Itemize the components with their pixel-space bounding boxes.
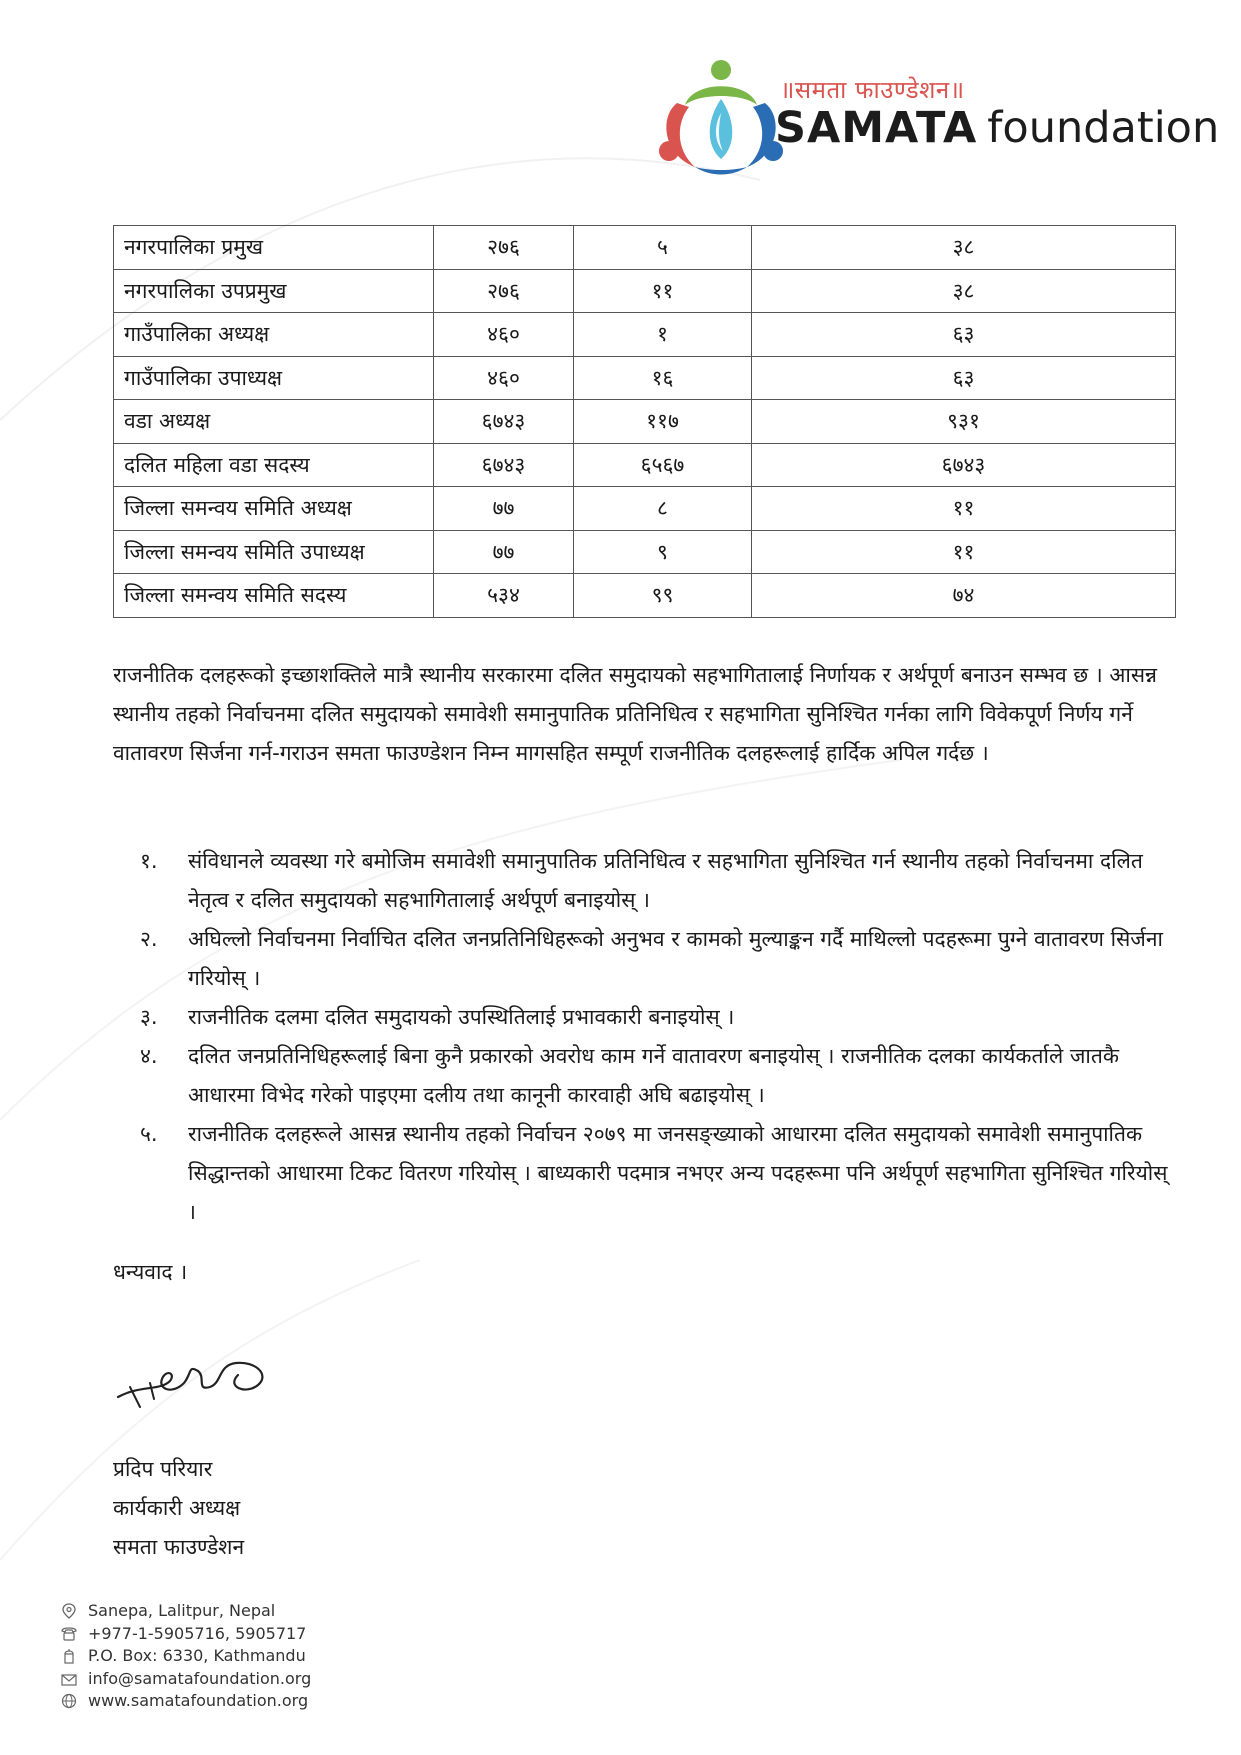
demand-item bbox=[140, 920, 1180, 998]
count-cell: ४६० bbox=[434, 313, 574, 357]
position-name-cell: वडा अध्यक्ष bbox=[114, 400, 434, 444]
table-row bbox=[114, 226, 1176, 270]
footer-pobox-row bbox=[60, 1645, 311, 1668]
count-cell: ३८ bbox=[752, 226, 1176, 270]
footer-phone-row bbox=[60, 1623, 311, 1646]
footer-email-row bbox=[60, 1668, 311, 1691]
demands-list bbox=[140, 842, 1180, 1232]
demand-text: राजनीतिक दलहरूले आसन्न स्थानीय तहको निर्वाचन २०७९ मा जनसङ्ख्याको आधारमा दलित समुदायको समावेशी समानुपातिक सिद्धान्तको आधारमा टिकट वितरण गरियोस् । बाध्यकारी पदमात्र नभएर अन्य पदहरूमा पनि अर्थपूर्ण सहभागिता सुनिश्चित गरियोस् । bbox=[188, 1122, 1168, 1224]
position-name-cell: दलित महिला वडा सदस्य bbox=[114, 443, 434, 487]
demand-number: ५. bbox=[140, 1122, 158, 1146]
count-cell: १ bbox=[574, 313, 752, 357]
envelope-icon bbox=[60, 1671, 78, 1687]
samata-logo bbox=[655, 55, 1220, 180]
position-name-cell: गाउँपालिका अध्यक्ष bbox=[114, 313, 434, 357]
count-cell: ५ bbox=[574, 226, 752, 270]
logo-tagline: ॥समता फाउण्डेशन॥ bbox=[780, 76, 965, 104]
count-cell: ६७४३ bbox=[752, 443, 1176, 487]
footer-website[interactable]: www.samatafoundation.org bbox=[88, 1691, 309, 1710]
demand-text: दलित जनप्रतिनिधिहरूलाई बिना कुनै प्रकारको अवरोध काम गर्ने वातावरण बनाइयोस् । राजनीतिक दलका कार्यकर्ताले जातकै आधारमा विभेद गरेको पाइएमा दलीय तथा कानूनी कारवाही अघि बढाइयोस् । bbox=[188, 1044, 1119, 1107]
logo-wordmark bbox=[775, 103, 1219, 153]
telephone-icon bbox=[60, 1626, 78, 1642]
count-cell: ५३४ bbox=[434, 574, 574, 618]
footer-website-row bbox=[60, 1690, 311, 1713]
table-row bbox=[114, 574, 1176, 618]
count-cell: ३८ bbox=[752, 269, 1176, 313]
demand-number: २. bbox=[140, 927, 158, 951]
representation-table bbox=[113, 225, 1176, 618]
count-cell: ७४ bbox=[752, 574, 1176, 618]
contact-footer bbox=[60, 1600, 311, 1713]
count-cell: ९३१ bbox=[752, 400, 1176, 444]
demand-text: राजनीतिक दलमा दलित समुदायको उपस्थितिलाई प्रभावकारी बनाइयोस् । bbox=[188, 1005, 735, 1029]
count-cell: ११ bbox=[752, 530, 1176, 574]
demand-item bbox=[140, 998, 1180, 1037]
count-cell: ६५६७ bbox=[574, 443, 752, 487]
position-name-cell: नगरपालिका उपप्रमुख bbox=[114, 269, 434, 313]
signer-organization: समता फाउण्डेशन bbox=[113, 1535, 245, 1559]
count-cell: ११७ bbox=[574, 400, 752, 444]
signer-block bbox=[113, 1450, 244, 1567]
count-cell: ९ bbox=[574, 530, 752, 574]
position-name-cell: नगरपालिका प्रमुख bbox=[114, 226, 434, 270]
table-row bbox=[114, 313, 1176, 357]
signer-title: कार्यकारी अध्यक्ष bbox=[113, 1496, 241, 1520]
count-cell: १६ bbox=[574, 356, 752, 400]
table-row bbox=[114, 269, 1176, 313]
count-cell: २७६ bbox=[434, 226, 574, 270]
position-name-cell: जिल्ला समन्वय समिति अध्यक्ष bbox=[114, 487, 434, 531]
position-name-cell: गाउँपालिका उपाध्यक्ष bbox=[114, 356, 434, 400]
count-cell: ६७४३ bbox=[434, 400, 574, 444]
samata-logo-mark bbox=[655, 55, 785, 180]
location-pin-icon bbox=[60, 1603, 78, 1619]
count-cell: ९९ bbox=[574, 574, 752, 618]
demand-item bbox=[140, 1115, 1180, 1232]
count-cell: ११ bbox=[752, 487, 1176, 531]
table-row bbox=[114, 487, 1176, 531]
footer-address-row bbox=[60, 1600, 311, 1623]
position-name-cell: जिल्ला समन्वय समिति सदस्य bbox=[114, 574, 434, 618]
globe-icon bbox=[60, 1693, 78, 1709]
demand-item bbox=[140, 1037, 1180, 1115]
count-cell: ७७ bbox=[434, 487, 574, 531]
footer-pobox: P.O. Box: 6330, Kathmandu bbox=[88, 1646, 306, 1665]
count-cell: ४६० bbox=[434, 356, 574, 400]
table-row bbox=[114, 400, 1176, 444]
footer-phone: +977-1-5905716, 5905717 bbox=[88, 1623, 307, 1643]
signer-name: प्रदिप परियार bbox=[113, 1457, 213, 1481]
count-cell: ६३ bbox=[752, 313, 1176, 357]
logo-brand: SAMATA bbox=[775, 103, 978, 153]
mailbox-icon bbox=[60, 1648, 78, 1664]
demand-number: ४. bbox=[140, 1044, 158, 1068]
footer-address: Sanepa, Lalitpur, Nepal bbox=[88, 1601, 276, 1620]
footer-email[interactable]: info@samatafoundation.org bbox=[88, 1668, 312, 1688]
demand-number: ३. bbox=[140, 1005, 158, 1029]
demand-text: संविधानले व्यवस्था गरे बमोजिम समावेशी समानुपातिक प्रतिनिधित्व र सहभागिता सुनिश्चित गर्न स्थानीय तहको निर्वाचनमा दलित नेतृत्व र दलित समुदायको सहभागितालाई अर्थपूर्ण बनाइयोस् । bbox=[188, 849, 1143, 912]
count-cell: ६७४३ bbox=[434, 443, 574, 487]
demand-text: अघिल्लो निर्वाचनमा निर्वाचित दलित जनप्रतिनिधिहरूको अनुभव र कामको मुल्याङ्कन गर्दै माथिल्लो पदहरूमा पुग्ने वातावरण सिर्जना गरियोस् । bbox=[188, 927, 1163, 990]
closing-text: धन्यवाद । bbox=[113, 1260, 188, 1284]
appeal-paragraph: राजनीतिक दलहरूको इच्छाशक्तिले मात्रै स्थानीय सरकारमा दलित समुदायको सहभागितालाई निर्णायक र अर्थपूर्ण बनाउन सम्भव छ । आसन्न स्थानीय तहको निर्वाचनमा दलित समुदायको समावेशी समानुपातिक प्रतिनिधित्व र सहभागिता सुनिश्चित गर्नका लागि विवेकपूर्ण निर्णय गर्ने वातावरण सिर्जना गर्न-गराउन समता फाउण्डेशन निम्न मागसहित सम्पूर्ण राजनीतिक दलहरूलाई हार्दिक अपिल गर्दछ । bbox=[113, 663, 1158, 765]
count-cell: ११ bbox=[574, 269, 752, 313]
count-cell: २७६ bbox=[434, 269, 574, 313]
logo-brand-suffix: foundation bbox=[987, 103, 1220, 153]
position-name-cell: जिल्ला समन्वय समिति उपाध्यक्ष bbox=[114, 530, 434, 574]
table-row bbox=[114, 530, 1176, 574]
demand-number: १. bbox=[140, 849, 158, 873]
count-cell: ७७ bbox=[434, 530, 574, 574]
demand-item bbox=[140, 842, 1180, 920]
table-row bbox=[114, 443, 1176, 487]
count-cell: ६३ bbox=[752, 356, 1176, 400]
handwritten-signature bbox=[110, 1325, 310, 1415]
count-cell: ८ bbox=[574, 487, 752, 531]
table-row bbox=[114, 356, 1176, 400]
